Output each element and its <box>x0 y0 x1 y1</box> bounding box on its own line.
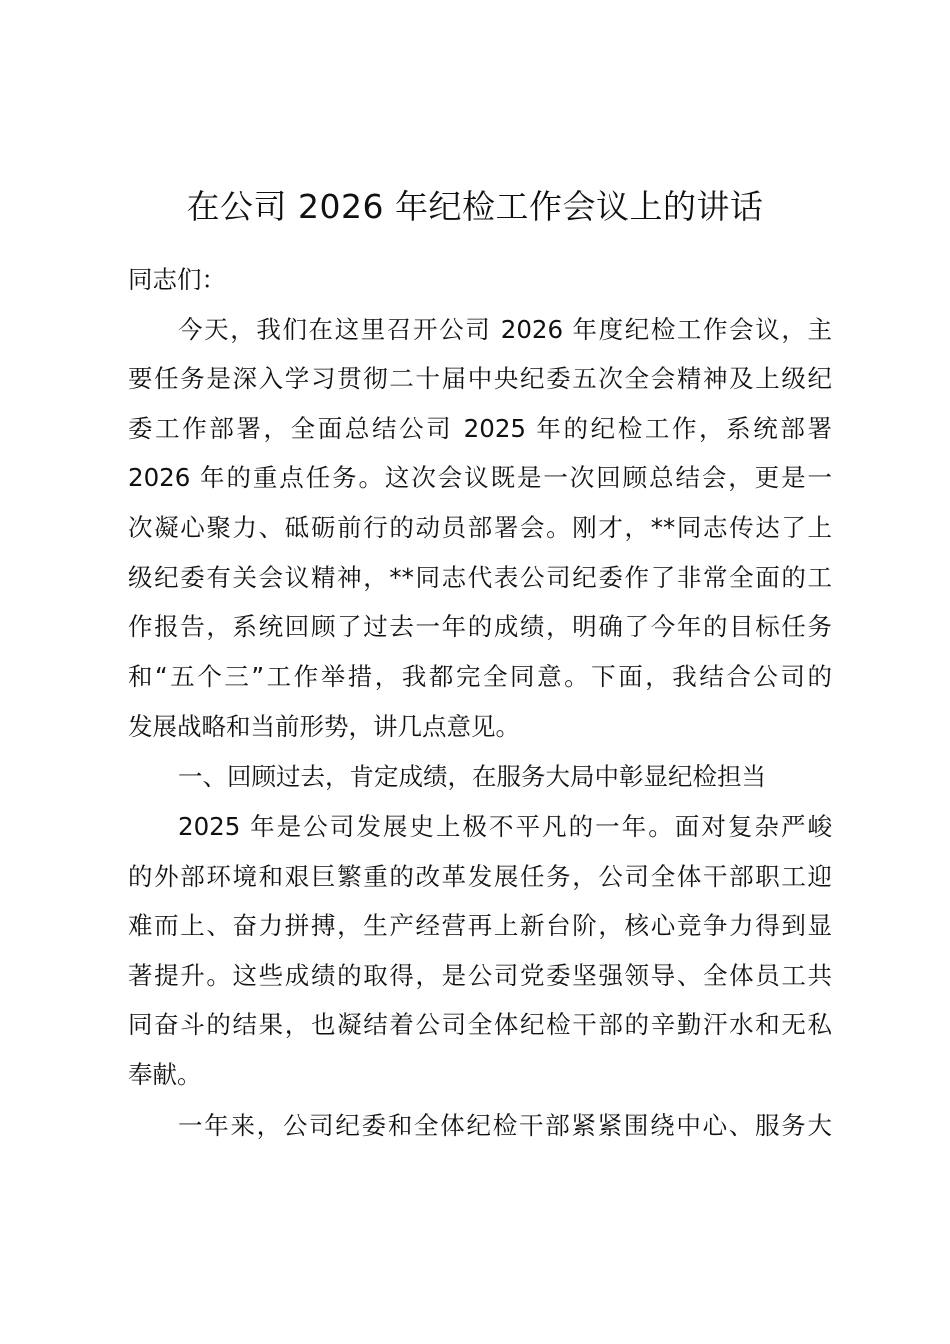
paragraph-line: 难而上、奋力拼搏，生产经营再上新台阶，核心竞争力得到显 <box>128 911 832 940</box>
paragraph-line: 和“五个三”工作举措，我都完全同意。下面，我结合公司的 <box>128 662 832 691</box>
paragraph-line: 2025 年是公司发展史上极不平凡的一年。面对复杂严峻 <box>178 812 832 841</box>
salutation: 同志们： <box>128 265 226 294</box>
paragraph-line: 今天，我们在这里召开公司 2026 年度纪检工作会议，主 <box>178 315 832 344</box>
paragraph-line: 一年来，公司纪委和全体纪检干部紧紧围绕中心、服务大 <box>178 1111 832 1140</box>
paragraph-line: 2026 年的重点任务。这次会议既是一次回顾总结会，更是一 <box>128 463 832 492</box>
paragraph-line: 委工作部署，全面总结公司 2025 年的纪检工作，系统部署 <box>128 414 832 443</box>
paragraph-line: 的外部环境和艰巨繁重的改革发展任务，公司全体干部职工迎 <box>128 862 832 891</box>
paragraph-line: 奉献。 <box>128 1060 202 1089</box>
paragraph-line: 发展战略和当前形势，讲几点意见。 <box>128 712 520 741</box>
paragraph-line: 要任务是深入学习贯彻二十届中央纪委五次全会精神及上级纪 <box>128 364 832 393</box>
section-heading: 一、回顾过去，肯定成绩，在服务大局中彰显纪检担当 <box>178 762 766 791</box>
paragraph-line: 同奋斗的结果，也凝结着公司全体纪检干部的辛勤汗水和无私 <box>128 1010 832 1039</box>
paragraph-line: 作报告，系统回顾了过去一年的成绩，明确了今年的目标任务 <box>128 612 832 641</box>
paragraph-line: 级纪委有关会议精神，**同志代表公司纪委作了非常全面的工 <box>128 563 832 592</box>
paragraph-line: 次凝心聚力、砥砺前行的动员部署会。刚才，**同志传达了上 <box>128 513 832 542</box>
paragraph-line: 著提升。这些成绩的取得，是公司党委坚强领导、全体员工共 <box>128 961 832 990</box>
document-title: 在公司 2026 年纪检工作会议上的讲话 <box>186 187 764 226</box>
